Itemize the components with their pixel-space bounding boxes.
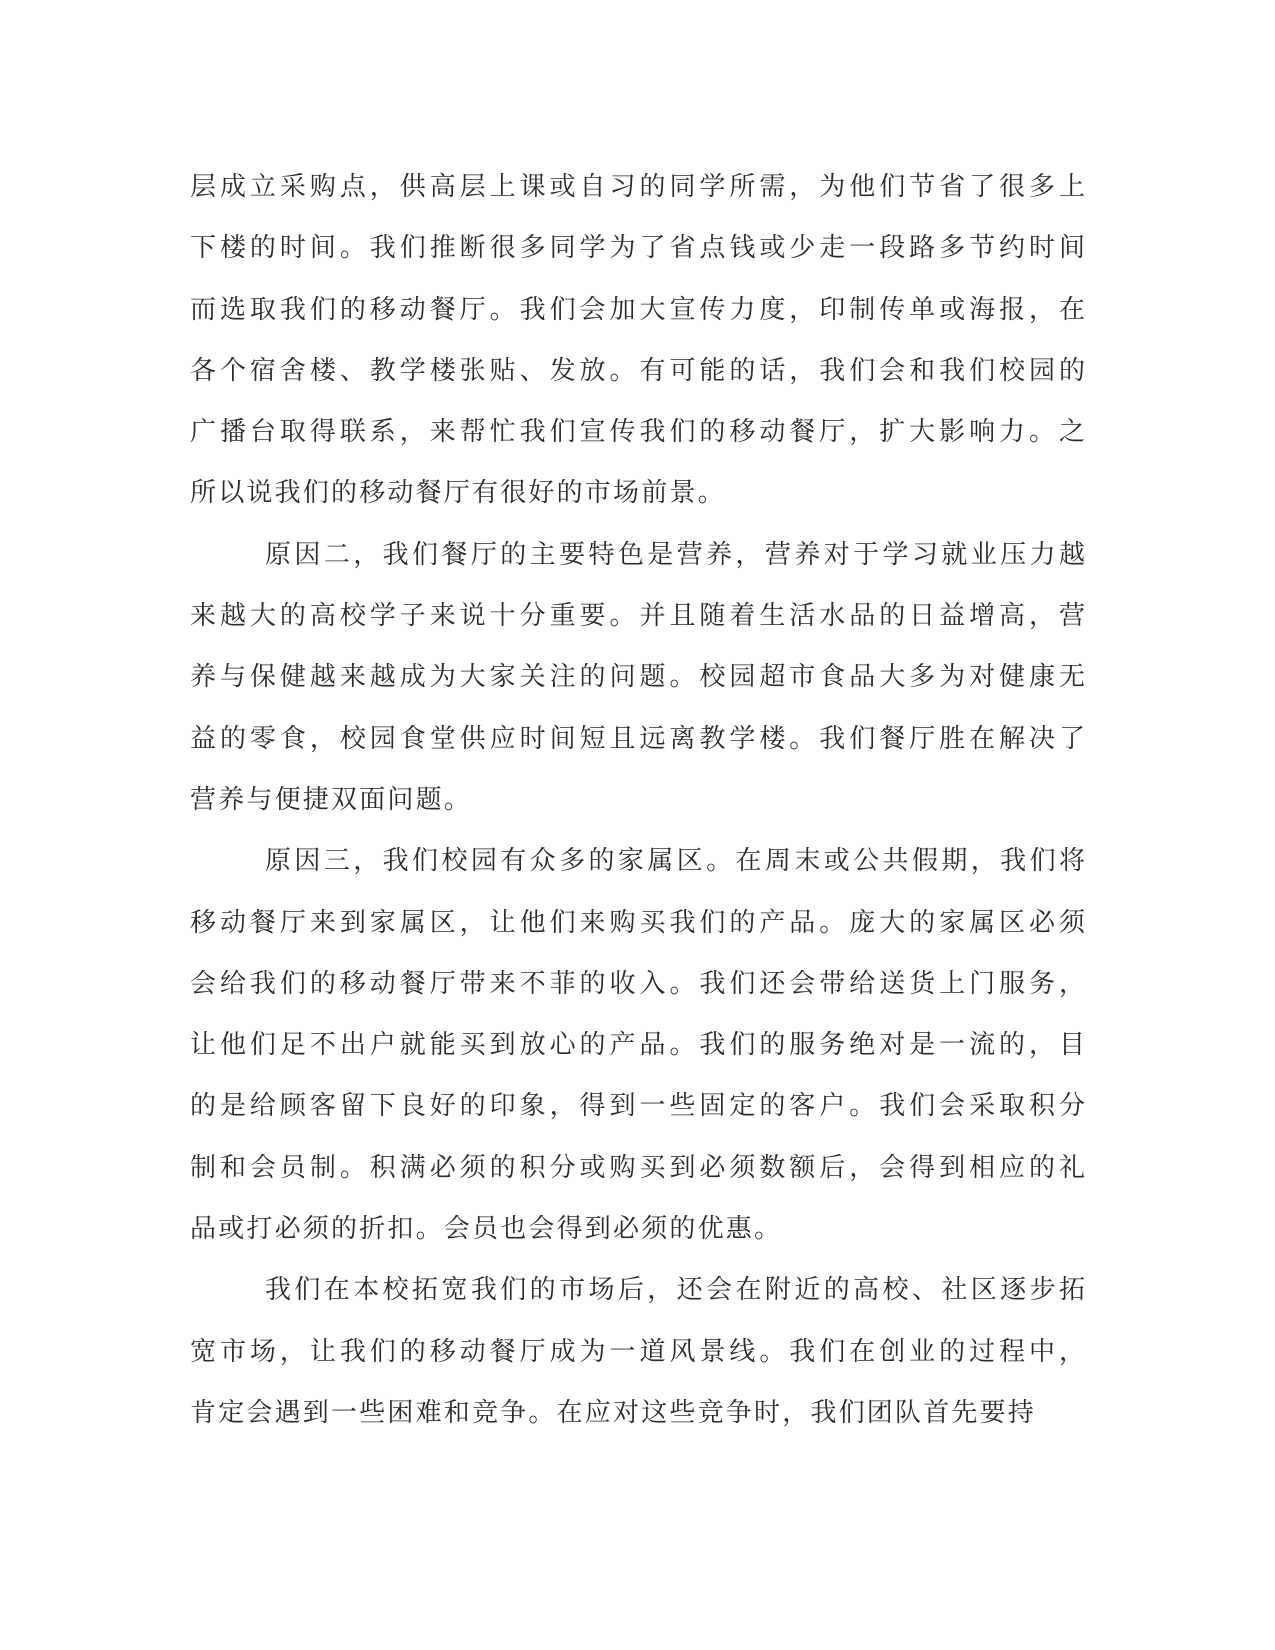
text-line: 所以说我们的移动餐厅有很好的市场前景。 bbox=[190, 478, 726, 509]
text-line: 原因二，我们餐厅的主要特色是营养，营养对于学习就业压力越 bbox=[265, 539, 1085, 570]
text-line: 会给我们的移动餐厅带来不菲的收入。我们还会带给送货上门服务， bbox=[190, 968, 1085, 999]
text-line: 宽市场，让我们的移动餐厅成为一道风景线。我们在创业的过程中， bbox=[190, 1336, 1085, 1367]
text-line: 养与保健越来越成为大家关注的问题。校园超市食品大多为对健康无 bbox=[190, 662, 1085, 693]
text-line: 层成立采购点，供高层上课或自习的同学所需，为他们节省了很多上 bbox=[190, 172, 1085, 202]
text-line: 益的零食，校园食堂供应时间短且远离教学楼。我们餐厅胜在解决了 bbox=[190, 723, 1085, 754]
paragraph bbox=[190, 157, 1085, 525]
text-line: 来越大的高校学子来说十分重要。并且随着生活水品的日益增高，营 bbox=[190, 601, 1085, 632]
body-text bbox=[190, 157, 1085, 1444]
paragraph bbox=[190, 525, 1085, 831]
text-line: 各个宿舍楼、教学楼张贴、发放。有可能的话，我们会和我们校园的 bbox=[190, 355, 1085, 386]
text-line: 原因三，我们校园有众多的家属区。在周末或公共假期，我们将 bbox=[265, 846, 1085, 877]
text-line: 移动餐厅来到家属区，让他们来购买我们的产品。庞大的家属区必须 bbox=[190, 907, 1085, 938]
text-line: 下楼的时间。我们推断很多同学为了省点钱或少走一段路多节约时间 bbox=[190, 233, 1085, 264]
paragraph bbox=[190, 831, 1085, 1260]
text-line: 广播台取得联系，来帮忙我们宣传我们的移动餐厅，扩大影响力。之 bbox=[190, 417, 1085, 448]
paragraph bbox=[190, 1260, 1085, 1444]
text-line: 品或打必须的折扣。会员也会得到必须的优惠。 bbox=[190, 1214, 783, 1245]
text-line: 让他们足不出户就能买到放心的产品。我们的服务绝对是一流的，目 bbox=[190, 1030, 1085, 1061]
text-line: 营养与便捷双面问题。 bbox=[190, 784, 473, 815]
text-line: 的是给顾客留下良好的印象，得到一些固定的客户。我们会采取积分 bbox=[190, 1091, 1085, 1122]
text-line: 而选取我们的移动餐厅。我们会加大宣传力度，印制传单或海报，在 bbox=[190, 294, 1085, 325]
text-line: 我们在本校拓宽我们的市场后，还会在附近的高校、社区逐步拓 bbox=[265, 1275, 1085, 1306]
text-line: 肯定会遇到一些困难和竞争。在应对这些竞争时，我们团队首先要持 bbox=[190, 1397, 1037, 1428]
text-line: 制和会员制。积满必须的积分或购买到必须数额后，会得到相应的礼 bbox=[190, 1152, 1085, 1183]
